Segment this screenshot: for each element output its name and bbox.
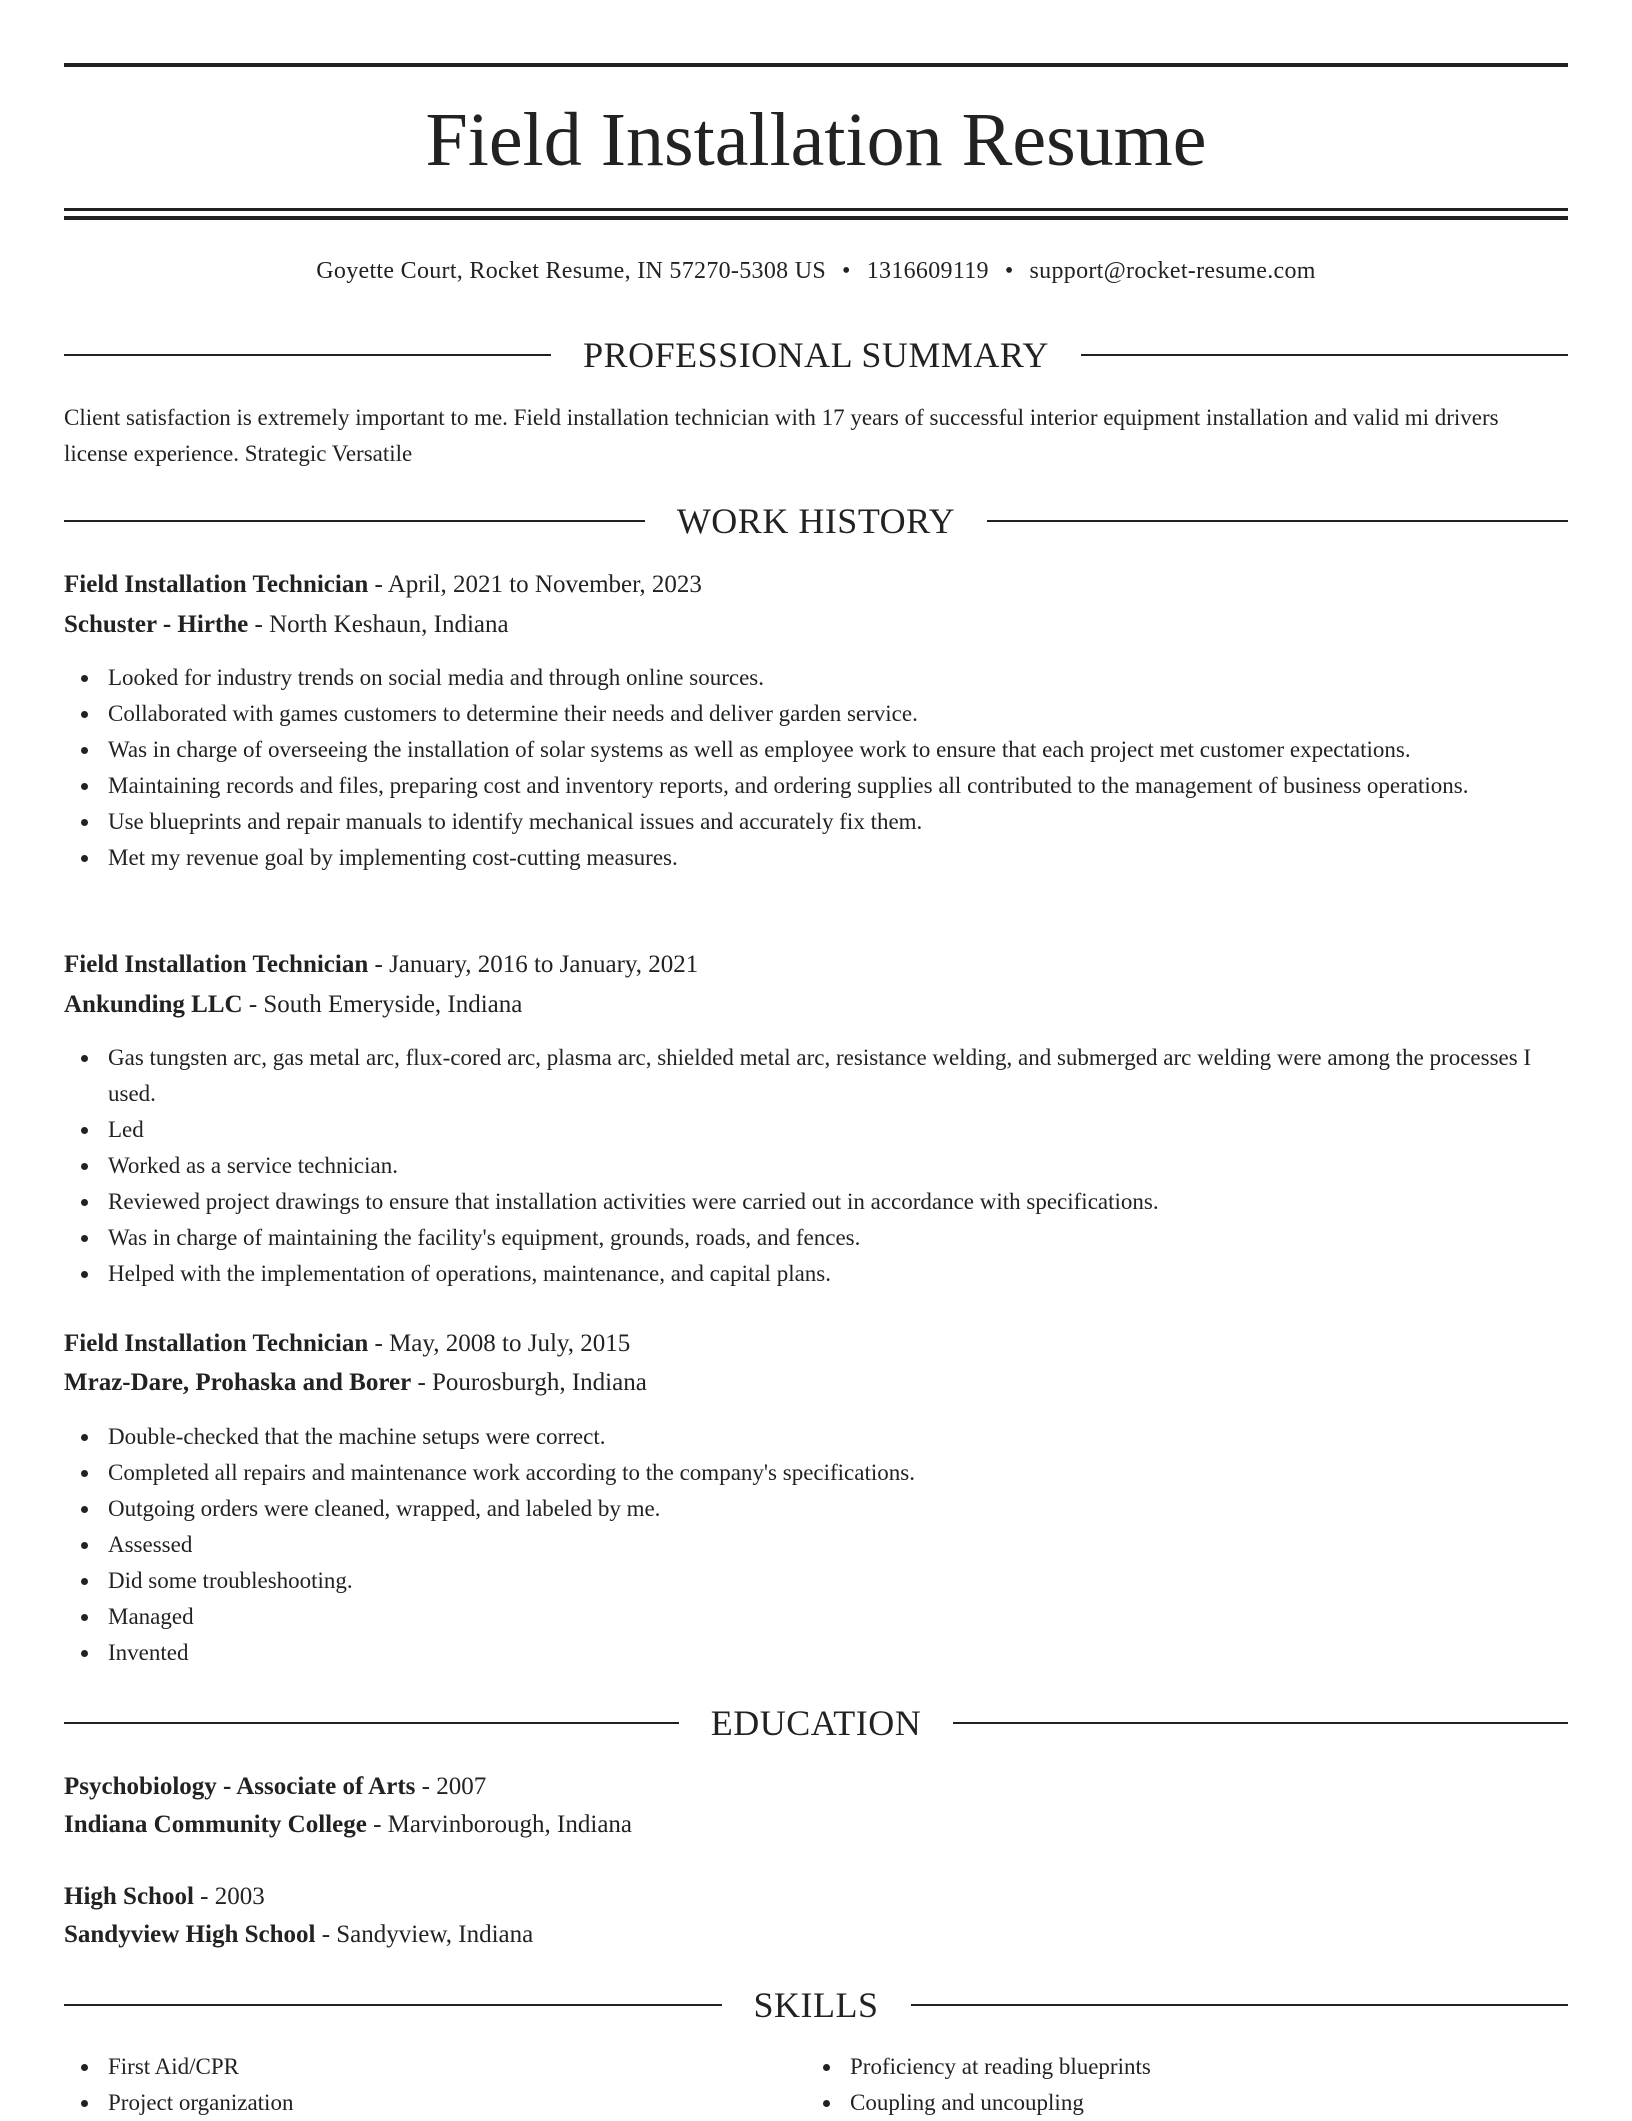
education-degree: High School [64,1883,194,1910]
job-bullet: Reviewed project drawings to ensure that installation activities were carried out in accordance with specifications. [108,1184,1568,1220]
job-title-line [64,1326,1568,1362]
job-bullet: Assessed [108,1527,1568,1563]
skill-item: First Aid/CPR [108,2049,784,2085]
job-title: Field Installation Technician [64,951,369,978]
job-bullet: Helped with the implementation of operations, maintenance, and capital plans. [108,1256,1568,1292]
job-bullet: Maintaining records and files, preparing cost and inventory reports, and ordering supplies all contributed to the management of business operations. [108,768,1568,804]
job-bullet: Completed all repairs and maintenance work according to the company's specifications. [108,1455,1568,1491]
job-location: - Pourosburgh, Indiana [411,1369,647,1396]
section-heading-label: PROFESSIONAL SUMMARY [583,335,1049,375]
job-bullet: Outgoing orders were cleaned, wrapped, and labeled by me. [108,1491,1568,1527]
job-company: Ankunding LLC [64,991,243,1018]
job-title-line [64,567,1568,603]
section-heading-label: EDUCATION [710,1703,922,1743]
section-heading-summary [64,333,1568,377]
job-bullet-list [64,660,1568,876]
skill-item: Proficiency at reading blueprints [850,2049,1526,2085]
job-bullet: Was in charge of maintaining the facility's equipment, grounds, roads, and fences. [108,1220,1568,1256]
section-heading-education [64,1701,1568,1745]
skills-list-left [64,2049,784,2121]
heading-rule-left [64,1722,679,1724]
education-school: Sandyview High School [64,1921,316,1948]
education-degree-line [64,1769,1568,1805]
section-heading-label: WORK HISTORY [676,501,956,541]
section-heading-skills [64,1983,1568,2027]
header-double-rule-upper [64,208,1568,211]
job-title-line [64,947,1568,983]
job-title: Field Installation Technician [64,571,369,598]
job-bullet-list [64,1419,1568,1671]
job-dates: - April, 2021 to November, 2023 [368,571,702,598]
education-school-line [64,1917,1568,1953]
job-bullet: Looked for industry trends on social media and through online sources. [108,660,1568,696]
contact-phone: 1316609119 [866,258,989,284]
heading-rule-right [987,520,1568,522]
job-company-line [64,987,1568,1023]
job-location: - South Emeryside, Indiana [242,991,523,1018]
skill-item: Project organization [108,2085,784,2121]
heading-rule-right [1081,354,1568,356]
contact-address: Goyette Court, Rocket Resume, IN 57270-5308 US [316,258,827,284]
section-heading-work-history [64,499,1568,543]
job-bullet: Collaborated with games customers to determine their needs and deliver garden service. [108,696,1568,732]
skill-item: Coupling and uncoupling [850,2085,1526,2121]
education-degree-line [64,1879,1568,1915]
contact-line [64,254,1568,288]
job-company-line [64,607,1568,643]
education-location: - Marvinborough, Indiana [366,1811,633,1838]
job-company: Mraz-Dare, Prohaska and Borer [64,1369,412,1396]
job-bullet: Was in charge of overseeing the installation of solar systems as well as employee work to ensure that each project met customer expectations. [108,732,1568,768]
education-location: - Sandyview, Indiana [315,1921,534,1948]
heading-rule-right [911,2004,1569,2006]
job-title: Field Installation Technician [64,1330,369,1357]
contact-email: support@rocket-resume.com [1029,258,1316,284]
header-double-rule-lower [64,216,1568,220]
job-bullet: Did some troubleshooting. [108,1563,1568,1599]
education-degree: Psychobiology - Associate of Arts [64,1773,416,1800]
job-bullet: Led [108,1112,1568,1148]
job-bullet: Met my revenue goal by implementing cost-cutting measures. [108,840,1568,876]
job-location: - North Keshaun, Indiana [248,611,509,638]
job-bullet: Worked as a service technician. [108,1148,1568,1184]
education-year: - 2003 [193,1883,265,1910]
job-company: Schuster - Hirthe [64,611,249,638]
job-company-line [64,1365,1568,1401]
education-year: - 2007 [415,1773,487,1800]
resume-title: Field Installation Resume [425,98,1207,182]
job-bullet: Double-checked that the machine setups were correct. [108,1419,1568,1455]
job-dates: - January, 2016 to January, 2021 [368,951,699,978]
contact-separator: • [1004,258,1014,284]
heading-rule-left [64,520,645,522]
heading-rule-left [64,2004,722,2006]
job-bullet-list [64,1040,1568,1292]
summary-text: Client satisfaction is extremely important to me. Field installation technician with 17 years of successful interior equipment installation and valid mi drivers license experience. Strategic Versatile [64,405,1499,466]
job-bullet: Invented [108,1635,1568,1671]
education-school-line [64,1807,1568,1843]
contact-separator: • [842,258,851,284]
heading-rule-right [953,1722,1568,1724]
job-dates: - May, 2008 to July, 2015 [368,1330,631,1357]
job-bullet: Use blueprints and repair manuals to identify mechanical issues and accurately fix them. [108,804,1568,840]
section-heading-label: SKILLS [753,1985,879,2025]
skills-list-right [806,2049,1526,2121]
job-bullet: Managed [108,1599,1568,1635]
education-school: Indiana Community College [64,1811,367,1838]
header-top-rule [64,63,1568,67]
job-bullet: Gas tungsten arc, gas metal arc, flux-cored arc, plasma arc, shielded metal arc, resistance welding, and submerged arc welding were among the processes I used. [108,1040,1568,1112]
heading-rule-left [64,354,551,356]
